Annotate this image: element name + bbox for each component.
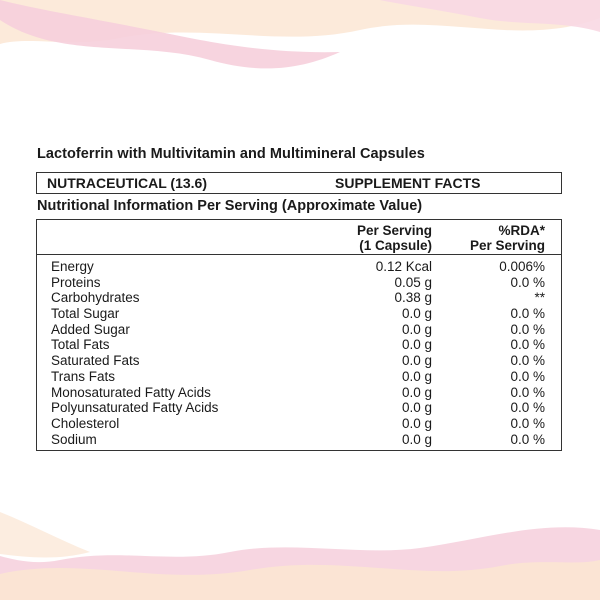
nutrient-value: 0.0 g (401, 353, 432, 369)
nutrient-name: Added Sugar (51, 321, 130, 337)
rda-header-line2: Per Serving (469, 238, 545, 253)
nutrient-value: 0.0 g (401, 368, 432, 384)
nutrient-name: Monosaturated Fatty Acids (51, 384, 211, 400)
nutrient-rda: 0.0 % (510, 368, 545, 384)
nutrient-name: Total Fats (51, 337, 110, 353)
table-row (37, 259, 561, 275)
nutrition-rows (37, 259, 561, 447)
nutrient-value: 0.0 g (401, 400, 432, 416)
nutrient-rda: 0.0 % (510, 274, 545, 290)
per-serving-header-line1: Per Serving (356, 223, 432, 238)
rda-header-line1: %RDA* (498, 223, 545, 238)
table-row (37, 337, 561, 353)
nutrient-name: Trans Fats (51, 368, 116, 384)
nutrient-value: 0.0 g (401, 384, 432, 400)
nutrient-name: Sodium (51, 431, 97, 447)
nutrient-rda: 0.0 % (510, 353, 545, 369)
nutrient-value: 0.38 g (394, 290, 432, 306)
table-row (37, 432, 561, 448)
nutrition-info-heading: Nutritional Information Per Serving (Approximate Value) (37, 198, 423, 214)
nutrient-rda: 0.0 % (510, 400, 545, 416)
table-row (37, 353, 561, 369)
nutrient-value: 0.05 g (394, 274, 432, 290)
table-row (37, 306, 561, 322)
nutrient-name: Cholesterol (51, 415, 120, 431)
nutrient-name: Carbohydrates (51, 290, 140, 306)
per-serving-column-header (357, 223, 432, 253)
nutrient-rda: 0.0 % (510, 337, 545, 353)
nutrient-value: 0.0 g (401, 415, 432, 431)
table-row (37, 385, 561, 401)
nutrient-value: 0.12 Kcal (375, 259, 432, 274)
per-serving-header-line2: (1 Capsule) (359, 238, 432, 253)
category-label: NUTRACEUTICAL (13.6) (47, 175, 207, 191)
nutrient-rda: 0.006% (499, 259, 545, 274)
rda-column-header (470, 223, 545, 253)
table-row (37, 369, 561, 385)
table-row (37, 416, 561, 432)
nutrient-rda: 0.0 % (510, 384, 545, 400)
supplement-facts-label: SUPPLEMENT FACTS (335, 175, 481, 191)
nutrient-value: 0.0 g (401, 306, 432, 322)
nutrition-table (36, 219, 562, 451)
table-row (37, 290, 561, 306)
table-row (37, 322, 561, 338)
nutrient-name: Energy (51, 259, 94, 274)
category-header-box (36, 172, 562, 194)
nutrient-value: 0.0 g (401, 431, 432, 447)
nutrient-value: 0.0 g (401, 337, 432, 353)
product-title: Lactoferrin with Multivitamin and Multimineral Capsules (37, 146, 425, 162)
nutrient-rda: ** (534, 290, 545, 306)
table-row (37, 275, 561, 291)
table-header-divider (37, 254, 561, 255)
nutrient-rda: 0.0 % (510, 431, 545, 447)
nutrient-rda: 0.0 % (510, 321, 545, 337)
nutrient-rda: 0.0 % (510, 306, 545, 322)
nutrient-name: Proteins (51, 274, 101, 290)
nutrient-name: Total Sugar (51, 306, 120, 322)
nutrient-name: Saturated Fats (51, 353, 140, 369)
nutrient-value: 0.0 g (401, 321, 432, 337)
table-row (37, 400, 561, 416)
nutrient-rda: 0.0 % (510, 415, 545, 431)
nutrient-name: Polyunsaturated Fatty Acids (51, 400, 219, 416)
